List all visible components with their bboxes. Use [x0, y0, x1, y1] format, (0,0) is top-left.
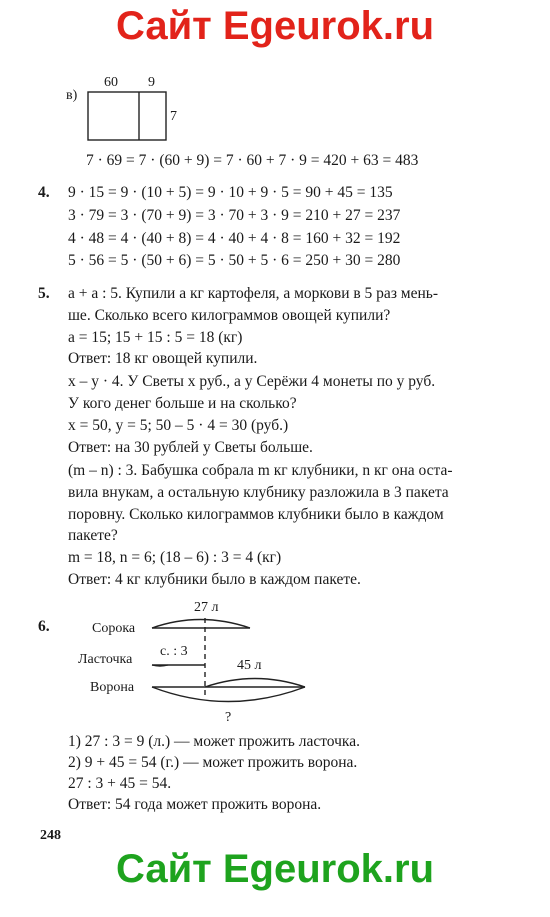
- task-5-line-2: ше. Сколько всего килограммов овощей купили?: [68, 307, 391, 324]
- arc-45: [205, 679, 305, 688]
- task-4-line-4: 5 · 56 = 5 · (50 + 6) = 5 · 50 + 5 · 6 = 250 + 30 = 280: [68, 252, 401, 269]
- page-number: 248: [40, 828, 61, 843]
- part-v-equation: 7 · 69 = 7 · (60 + 9) = 7 · 60 + 7 · 9 = 420 + 63 = 483: [86, 152, 419, 169]
- task-5-line-8: Ответ: на 30 рублей у Светы больше.: [68, 439, 313, 456]
- dim-9-label: 9: [148, 75, 155, 90]
- diagram-label-lastochka: Ласточка: [78, 652, 133, 667]
- task-4-line-1: 9 · 15 = 9 · (10 + 5) = 9 · 10 + 9 · 5 = 90 + 45 = 135: [68, 184, 393, 201]
- diagram-label-question: ?: [225, 710, 232, 725]
- diagram-label-c3: с. : 3: [160, 644, 188, 659]
- dim-60-label: 60: [104, 75, 118, 90]
- dim-7-label: 7: [170, 109, 177, 124]
- diagram-label-vorona: Ворона: [90, 680, 135, 695]
- task-5-line-10: вила внукам, а остальную клубнику разложила в 3 пакета: [68, 484, 449, 501]
- task-6-number: 6.: [38, 618, 50, 635]
- diagram-label-27: 27 л: [194, 600, 219, 615]
- task-5-line-3: a = 15; 15 + 15 : 5 = 18 (кг): [68, 329, 243, 346]
- task-5-line-11: поровну. Сколько килограммов клубники было в каждом: [68, 506, 444, 523]
- task-5-line-9: (m – n) : 3. Бабушка собрала m кг клубники, n кг она оста-: [68, 462, 453, 479]
- task-6-line-1: 1) 27 : 3 = 9 (л.) — может прожить ласточка.: [68, 733, 360, 750]
- part-v-label: в): [66, 88, 78, 103]
- task-5-line-12: пакете?: [68, 527, 118, 544]
- task-5-line-7: x = 50, y = 5; 50 – 5 · 4 = 30 (руб.): [68, 417, 289, 434]
- task-5-line-13: m = 18, n = 6; (18 – 6) : 3 = 4 (кг): [68, 549, 282, 566]
- task-5-line-6: У кого денег больше и на сколько?: [68, 395, 297, 412]
- site-banner-bottom: Сайт Egeurok.ru: [115, 847, 435, 891]
- task-6-line-3: 27 : 3 + 45 = 54.: [68, 775, 172, 792]
- task-5-line-14: Ответ: 4 кг клубники было в каждом пакете.: [68, 571, 361, 588]
- diagram-label-soroka: Сорока: [92, 621, 136, 636]
- task-5-number: 5.: [38, 285, 50, 302]
- arc-question: [152, 687, 305, 702]
- task-5-line-4: Ответ: 18 кг овощей купили.: [68, 350, 258, 367]
- diagram-label-45: 45 л: [237, 658, 262, 673]
- task-4-number: 4.: [38, 184, 50, 201]
- task-6-line-4: Ответ: 54 года может прожить ворона.: [68, 796, 322, 813]
- task-4-line-3: 4 · 48 = 4 · (40 + 8) = 4 · 40 + 4 · 8 = 160 + 32 = 192: [68, 230, 401, 247]
- arc-27: [152, 620, 250, 629]
- rectangle-diagram: [88, 92, 166, 140]
- site-banner-top: Сайт Egeurok.ru: [115, 4, 435, 48]
- area-rectangle: [88, 92, 166, 140]
- task-6-line-2: 2) 9 + 45 = 54 (г.) — может прожить ворона.: [68, 754, 358, 771]
- task-5-line-1: a + a : 5. Купили a кг картофеля, а моркови в 5 раз мень-: [68, 285, 439, 302]
- task-4-line-2: 3 · 79 = 3 · (70 + 9) = 3 · 70 + 3 · 9 = 210 + 27 = 237: [68, 207, 401, 224]
- task-5-line-5: x – y · 4. У Светы x руб., а у Серёжи 4 монеты по y руб.: [68, 373, 436, 390]
